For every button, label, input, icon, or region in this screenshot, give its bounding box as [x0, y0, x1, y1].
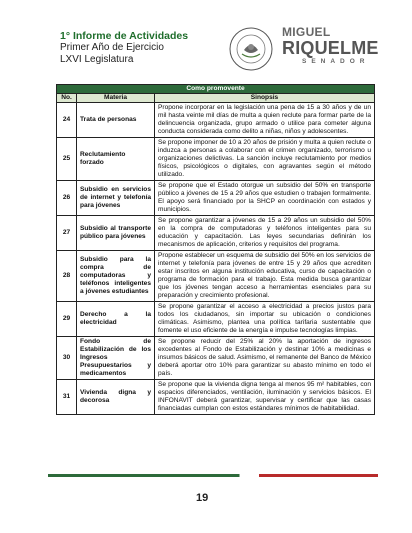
report-subtitle-legislature: LXVI Legislatura: [60, 54, 134, 65]
row-materia: Subsidio para la compra de computadoras y teléfonos inteligentes a jóvenes estudiantes: [77, 251, 155, 302]
row-materia: Reclutamiento forzado: [77, 138, 155, 181]
table-row: [57, 302, 375, 337]
table-row: [57, 337, 375, 380]
row-sinopsis: Se propone garantizar a jóvenes de 15 a 29 años un subsidio del 50% en la compra de computadoras y teléfonos inteligentes para su educación y capacitación. Las leyes secundarias definirán los mecanismos de aplicación, criterios y requisitos del programa.: [155, 216, 375, 251]
initiatives-table: [56, 84, 375, 415]
row-number: 24: [57, 103, 77, 138]
row-materia: Derecho a la electricidad: [77, 302, 155, 337]
row-materia: Subsidio en servicios de internet y telefonía para jóvenes: [77, 181, 155, 216]
row-materia: Vivienda digna y decorosa: [77, 380, 155, 415]
row-materia: Subsidio al transporte público para jóvenes: [77, 216, 155, 251]
row-number: 30: [57, 337, 77, 380]
column-header-number: No.: [57, 94, 77, 103]
column-header-materia: Materia: [77, 94, 155, 103]
table-row: [57, 103, 375, 138]
table-row: [57, 380, 375, 415]
column-header-sinopsis: Sinopsis: [155, 94, 375, 103]
row-sinopsis: Se propone que la vivienda digna tenga al menos 95 m² habitables, con espacios diferenciados, ventilación, iluminación y servicios básicos. El INFONAVIT deberá garantizar, supervisar y certificar que las casas financiadas cumplan con estos estándares mínimos de habitabilidad.: [155, 380, 375, 415]
row-materia: Trata de personas: [77, 103, 155, 138]
row-materia: Fondo de Estabilización de los Ingresos Presupuestarios y medicamentos: [77, 337, 155, 380]
table-row: [57, 138, 375, 181]
row-number: 27: [57, 216, 77, 251]
brand-last-name: RIQUELME: [282, 38, 379, 58]
row-sinopsis: Se propone que el Estado otorgue un subsidio del 50% en transporte público a jóvenes de 15 a 29 años que estudien o trabajen formalmente. El apoyo será financiado por la SHCP en coordinación con estados y municipios.: [155, 181, 375, 216]
row-number: 25: [57, 138, 77, 181]
row-number: 26: [57, 181, 77, 216]
table-row: [57, 216, 375, 251]
brand-role: SENADOR: [302, 58, 370, 65]
row-sinopsis: Se propone reducir del 25% al 20% la aportación de ingresos excedentes al Fondo de Estabilización y destinar 10% a medicinas e insumos básicos de salud. Asimismo, el remanente del Banco de México deberá aportar otro 10% para garantizar su abasto mínimo en todo el país.: [155, 337, 375, 380]
brand-first-name: MIGUEL: [282, 25, 331, 39]
senator-brand-logo: [282, 26, 382, 72]
table-row: [57, 181, 375, 216]
report-subtitle-year: Primer Año de Ejercicio: [60, 42, 164, 53]
row-sinopsis: Se propone garantizar el acceso a electricidad a precios justos para todos los ciudadanos, sin importar su ubicación o condiciones climáticas. Asimismo, plantea una política tarifaria sustentable que fomente el uso eficiente de la energía e impulse tecnologías limpias.: [155, 302, 375, 337]
table-caption: Como promovente: [57, 85, 375, 94]
row-sinopsis: Propone establecer un esquema de subsidio del 50% en los servicios de internet y telefonía para jóvenes de entre 15 y 29 años que acrediten estar inscritos en alguna institución educativa, curso de capacitación o programa de formación para el trabajo. Esta medida busca garantizar que los jóvenes tengan acceso a herramientas esenciales para su preparación y crecimiento profesional.: [155, 251, 375, 302]
row-sinopsis: Propone incorporar en la legislación una pena de 15 a 30 años y de un mil hasta veinte mil días de multa a quien reclute para formar parte de la delincuencia organizada, grupo armado o utilice para cometer alguna conducta considerada como delito a niñas, niños y adolescentes.: [155, 103, 375, 138]
row-number: 28: [57, 251, 77, 302]
row-sinopsis: Se propone imponer de 10 a 20 años de prisión y multa a quien reclute o induzca a personas a colaborar con el crimen organizado, terrorismo u organizaciones delictivas. La sanción incluye reclutamiento por medios físicos, psicológicos o digitales, con agravantes según el método utilizado.: [155, 138, 375, 181]
senate-seal-logo: [228, 26, 274, 72]
row-number: 29: [57, 302, 77, 337]
table-row: [57, 251, 375, 302]
row-number: 31: [57, 380, 77, 415]
page-number: 19: [196, 492, 209, 504]
footer-divider: [48, 474, 378, 477]
report-title: 1° Informe de Actividades: [60, 30, 189, 42]
